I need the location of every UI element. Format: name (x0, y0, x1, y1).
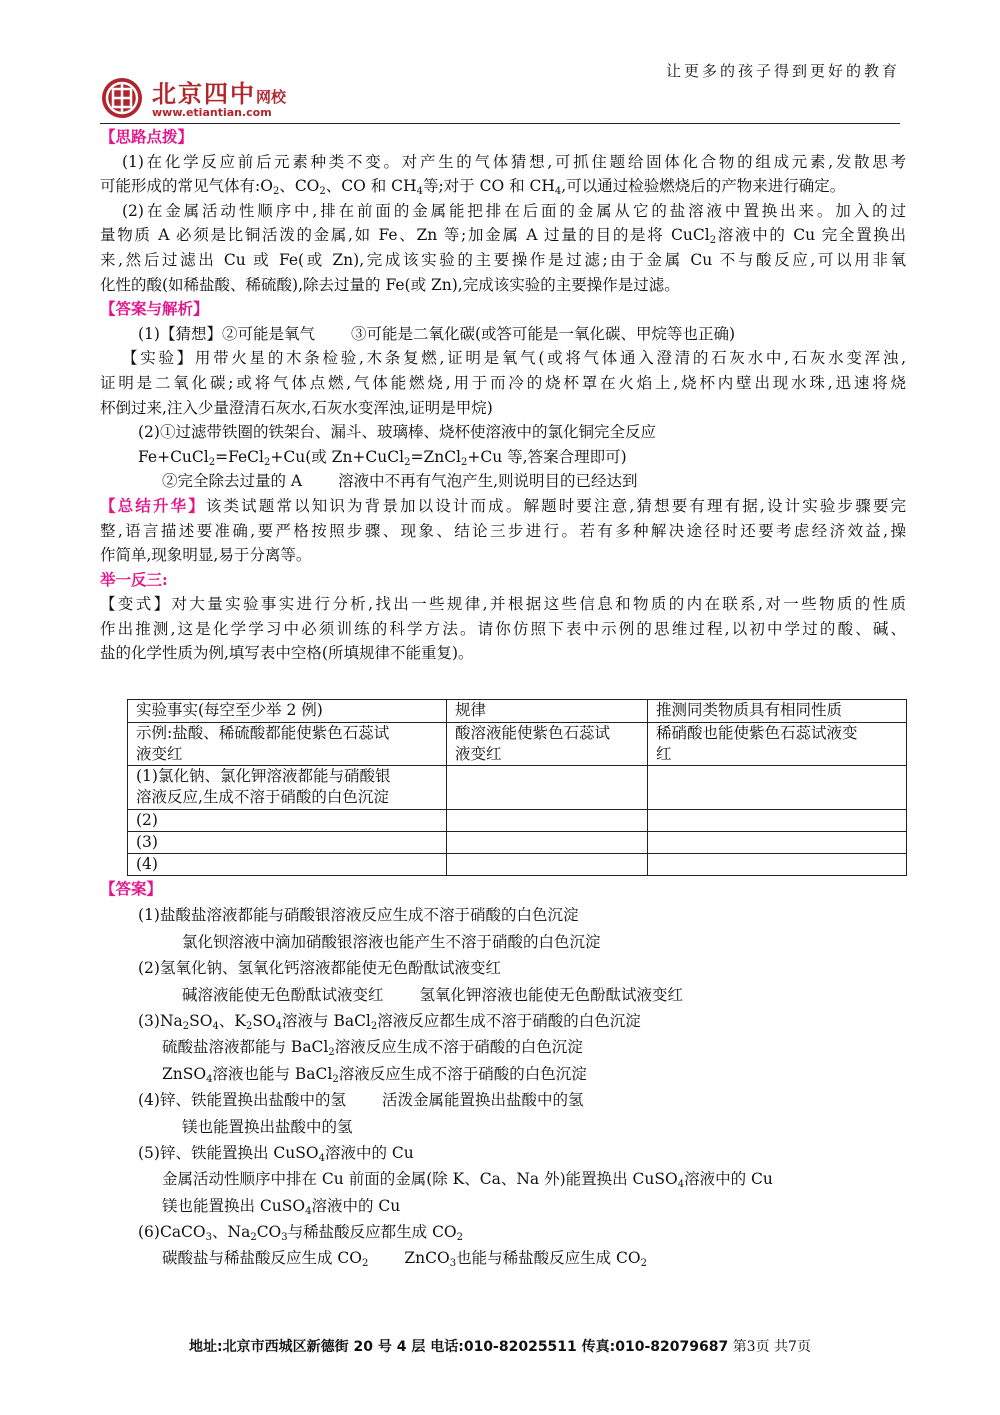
table-cell: 示例:盐酸、稀硫酸都能使紫色石蕊试 液变红 (128, 723, 447, 766)
slogan: 让更多的孩子得到更好的教育 (665, 62, 900, 80)
answer-heading: 【答案与解析】 (100, 299, 209, 319)
table-cell: (3) (128, 832, 447, 854)
table-cell: (1)氯化钠、氯化钾溶液都能与硝酸银 溶液反应,生成不溶于硝酸的白色沉淀 (128, 766, 447, 810)
table-row (128, 723, 907, 766)
variant-text: 【变式】对大量实验事实进行分析,找出一些规律,并根据这些信息和物质的内在联系,对一些物质的性质 (100, 595, 906, 614)
hint-heading: 【思路点拨】 (100, 127, 194, 146)
answer-text: ②完全除去过量的 A 溶液中不再有气泡产生,则说明目的已经达到 (162, 472, 638, 491)
variant-text: 作出推测,这是化学学习中必须训练的科学方法。请你仿照下表中示例的思维过程,以初中学过的酸、碱、 (100, 619, 906, 638)
answer-text: (2)①过滤带铁圈的铁架台、漏斗、玻璃棒、烧杯使溶液中的氯化铜完全反应 (138, 423, 656, 442)
practice-heading: 举一反三: (100, 569, 168, 589)
table-cell (648, 810, 907, 832)
site-url: www.etiantian.com (152, 106, 272, 119)
variant-heading: 【变式】 (100, 595, 172, 614)
table-cell: (2) (128, 810, 447, 832)
table-row (128, 766, 907, 810)
answer-line: 金属活动性顺序中排在 Cu 前面的金属(除 K、Ca、Na 外)能置换出 CuSO$_4$溶液中的 Cu (162, 1170, 773, 1191)
table-cell (447, 832, 648, 854)
brand-name: 北京四中网校 (152, 80, 287, 108)
summary-text: 【总结升华】该类试题常以知识为背景加以设计而成。解题时要注意,猜想要有理有据,设计实验步骤要完 (100, 495, 906, 515)
hint-text: 量物质 A 必须是比铜活泼的金属,如 Fe、Zn 等;加金属 A 过量的目的是将 CuCl$_2$溶液中的 Cu 完全置换出 (100, 226, 906, 247)
school-logo-icon (100, 76, 144, 120)
hint-text: 化性的酸(如稀盐酸、稀硫酸),除去过量的 Fe(或 Zn),完成该实验的主要操作是过滤。 (100, 275, 680, 294)
table-header: 推测同类物质具有相同性质 (648, 700, 907, 723)
variant-text: 盐的化学性质为例,填写表中空格(所填规律不能重复)。 (100, 644, 474, 663)
table-header-row (128, 700, 907, 723)
answer-line: 镁也能置换出 CuSO$_4$溶液中的 Cu (162, 1196, 401, 1217)
answer-line: ZnSO$_4$溶液也能与 BaCl$_2$溶液反应生成不溶于硝酸的白色沉淀 (162, 1064, 587, 1085)
answer-line: (2)氢氧化钠、氢氧化钙溶液都能使无色酚酞试液变红 (138, 959, 501, 978)
hint-text: (1)在化学反应前后元素种类不变。对产生的气体猜想,可抓住题给固体化合物的组成元素,发散思考 (122, 152, 906, 171)
answer-line: (4)锌、铁能置换出盐酸中的氢 活泼金属能置换出盐酸中的氢 (138, 1091, 584, 1110)
answer-equation: Fe+CuCl$_2$=FeCl$_2$+Cu(或 Zn+CuCl$_2$=ZnCl$_2$+Cu 等,答案合理即可) (138, 447, 627, 468)
answers-section (100, 876, 906, 1272)
table-cell (648, 832, 907, 854)
answer-line: (1)盐酸盐溶液都能与硝酸银溶液反应生成不溶于硝酸的白色沉淀 (138, 906, 579, 925)
answer-text: (1)【猜想】②可能是氧气 ③可能是二氧化碳(或答可能是一氧化碳、甲烷等也正确) (138, 324, 736, 343)
table-cell (447, 854, 648, 876)
table-cell: 稀硝酸也能使紫色石蕊试液变 红 (648, 723, 907, 766)
answer-line: $(3)Na_2SO_4$、$K_2SO_4$溶液与 BaCl$_2$溶液反应都生成不溶于硝酸的白色沉淀 (138, 1011, 641, 1032)
page-content (100, 125, 906, 666)
answer-line: 碱溶液能使无色酚酞试液变红 氢氧化钾溶液也能使无色酚酞试液变红 (182, 985, 684, 1004)
answer-text: 【实验】用带火星的木条检验,木条复燃,证明是氧气(或将气体通入澄清的石灰水中,石灰水变浑浊, (122, 349, 906, 368)
table-header: 实验事实(每空至少举 2 例) (128, 700, 447, 723)
hint-text: 可能形成的常见气体有$:O_2$、$CO_2$、CO 和 $CH_4$等;对于 CO 和 $CH_4$,可以通过检验燃烧后的产物来进行确定。 (100, 177, 846, 198)
hint-text: (2)在金属活动性顺序中,排在前面的金属能把排在后面的金属从它的盐溶液中置换出来。加入的过 (122, 201, 906, 220)
answer-line: 硫酸盐溶液都能与 BaCl$_2$溶液反应生成不溶于硝酸的白色沉淀 (162, 1038, 583, 1059)
table-cell (447, 766, 648, 810)
summary-heading: 【总结升华】 (100, 495, 206, 515)
summary-text: 整,语言描述要准确,要严格按照步骤、现象、结论三步进行。若有多种解决途径时还要考虑经济效益,操 (100, 521, 906, 540)
header-divider (100, 123, 900, 124)
answer-text: 杯倒过来,注入少量澄清石灰水,石灰水变浑浊,证明是甲烷) (100, 398, 493, 417)
footer-address: 地址:北京市西城区新德街 20 号 4 层 电话:010-82025511 传真:010-82079687 (189, 1339, 729, 1355)
answer-line: (6)CaCO$_3$、$Na_2CO_3$与稀盐酸反应都生成 $CO_2$ (138, 1223, 464, 1244)
page-footer (0, 1336, 1000, 1356)
table-cell (648, 766, 907, 810)
answer-line: 镁也能置换出盐酸中的氢 (182, 1117, 353, 1136)
hint-text: 来,然后过滤出 Cu 或 Fe(或 Zn),完成该实验的主要操作是过滤;由于金属 Cu 不与酸反应,可以用非氧 (100, 250, 906, 269)
answer-text: 证明是二氧化碳;或将气体点燃,气体能燃烧,用于而冷的烧杯罩在火焰上,烧杯内壁出现水珠,迅速将烧 (100, 373, 906, 392)
summary-text: 作简单,现象明显,易于分离等。 (100, 546, 312, 565)
table-cell (447, 810, 648, 832)
table-cell (648, 854, 907, 876)
answers-heading: 【答案】 (100, 879, 163, 898)
answer-line: 碳酸盐与稀盐酸反应生成 $CO_2$ ZnCO$_3$也能与稀盐酸反应生成 $CO_2$ (162, 1249, 647, 1270)
table-row (128, 854, 907, 876)
table-header: 规律 (447, 700, 648, 723)
table-row (128, 810, 907, 832)
table-row (128, 832, 907, 854)
answer-line: 氯化钡溶液中滴加硝酸银溶液也能产生不溶于硝酸的白色沉淀 (182, 932, 601, 951)
page-number: 第3页 共7页 (732, 1339, 811, 1355)
page-header (100, 56, 900, 122)
analysis-table (127, 699, 907, 876)
answer-line: (5)锌、铁能置换出 CuSO$_4$溶液中的 Cu (138, 1143, 414, 1164)
table-cell: 酸溶液能使紫色石蕊试 液变红 (447, 723, 648, 766)
table-cell: (4) (128, 854, 447, 876)
